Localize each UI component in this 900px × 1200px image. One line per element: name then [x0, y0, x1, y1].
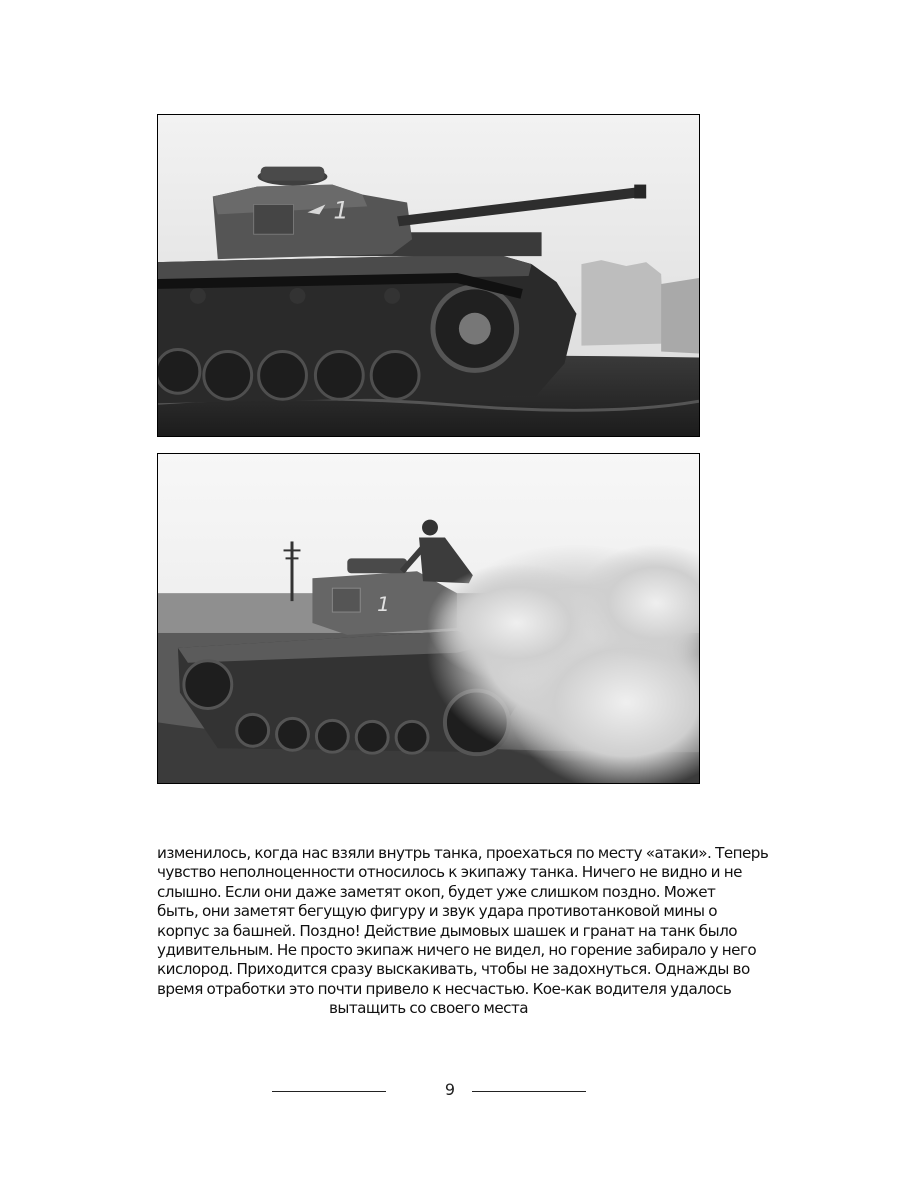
text-line: чувство неполноценности относилось к экипажу танка. Ничего не видно и не — [157, 863, 742, 882]
text-line: кислород. Приходится сразу выскакивать, чтобы не задохнуться. Однажды во — [157, 960, 750, 979]
text-line: слышно. Если они даже заметят окоп, будет уже слишком поздно. Может — [157, 882, 716, 901]
text-line: изменилось, когда нас взяли внутрь танка, проехаться по месту «атаки». Теперь — [157, 844, 769, 862]
text-line: удивительным. Не просто экипаж ничего не видел, но горение забирало у него — [157, 941, 757, 960]
turret-number-marking: 1 — [333, 196, 349, 225]
text-line: вытащить со своего места — [328, 999, 528, 1018]
body-paragraph — [157, 844, 769, 1019]
page-number: 9 — [444, 1080, 456, 1099]
text-line: корпус за башней. Поздно! Действие дымовых шашек и гранат на танк было — [157, 921, 737, 940]
tank-smoke-photo-illustration — [158, 454, 699, 783]
photo-tank-2 — [157, 453, 700, 784]
text-line: быть, они заметят бегущую фигуру и звук удара противотанковой мины о — [157, 902, 717, 921]
footer-rule-right — [472, 1091, 586, 1092]
tank-photo-illustration — [158, 115, 699, 436]
text-line: время отработки это почти привело к несчастью. Кое-как водителя удалось — [157, 979, 732, 998]
turret-number-marking-2: 1 — [377, 593, 390, 617]
photo-tank-1 — [157, 114, 700, 437]
page-footer — [0, 1080, 900, 1104]
